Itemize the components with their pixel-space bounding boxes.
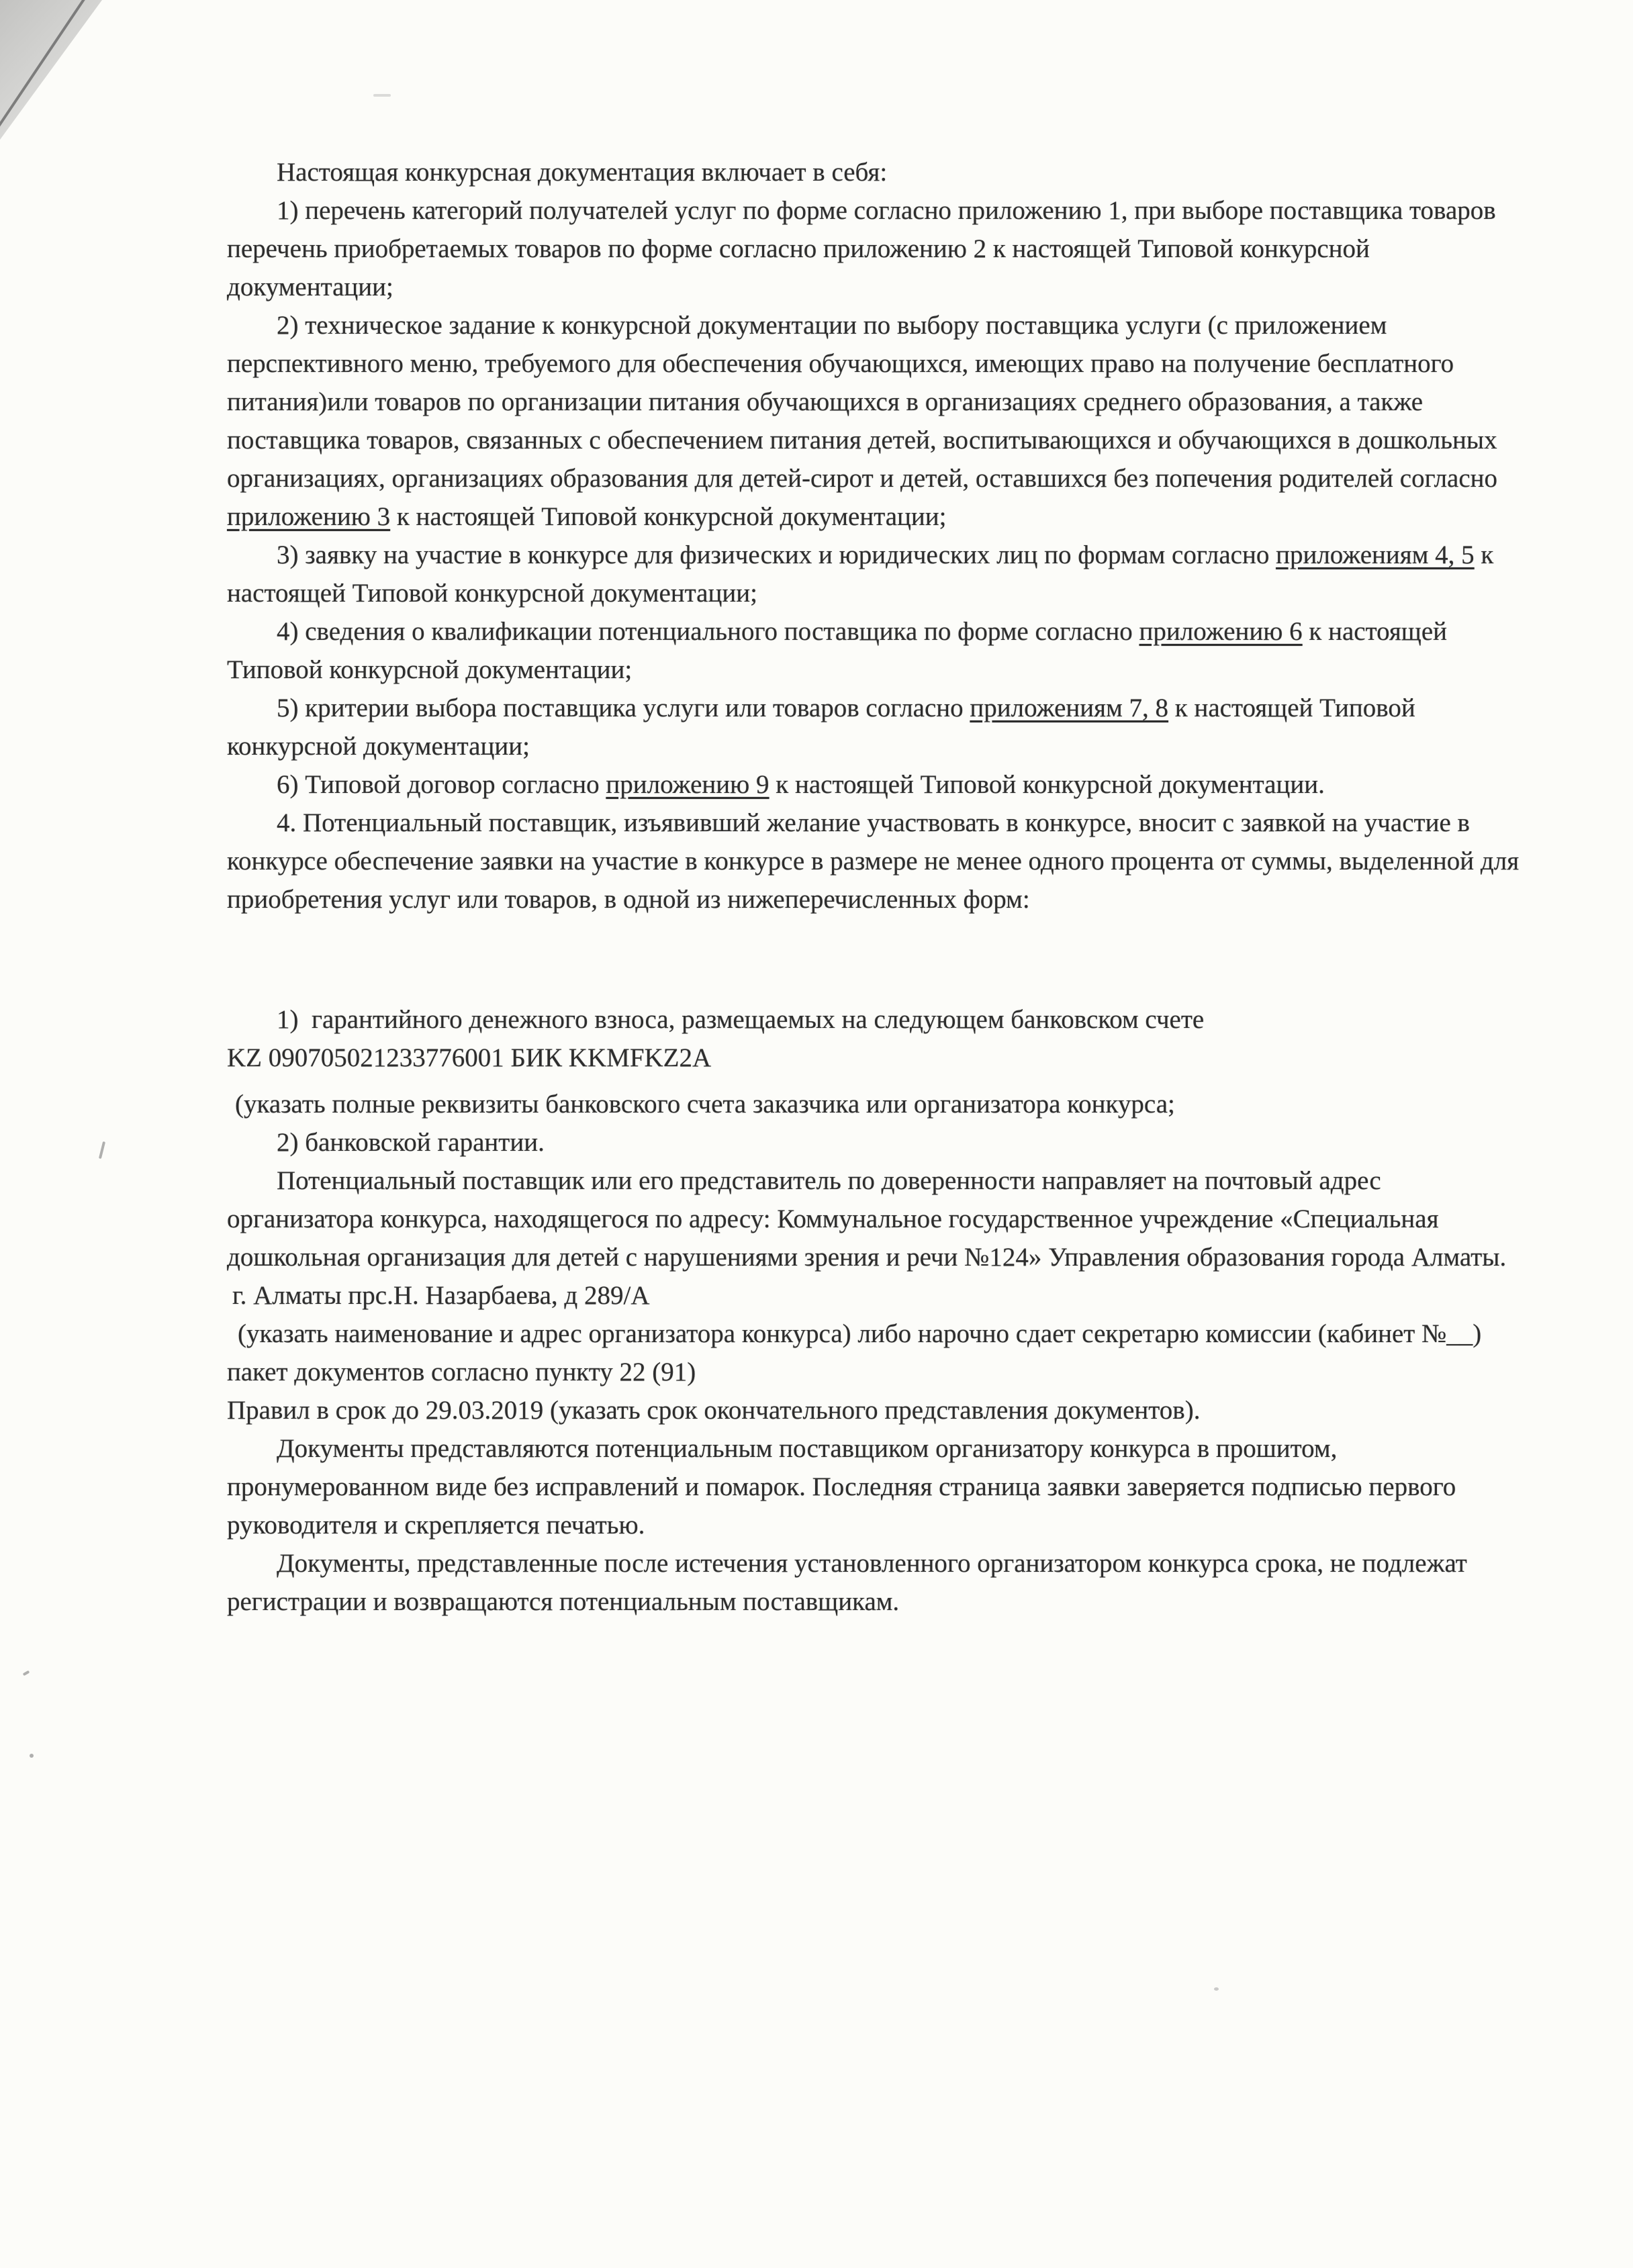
account-note: (указать полные реквизиты банковского счета заказчика или организатора конкурса; xyxy=(235,1090,1175,1119)
item2-appendix-ref: приложению 3 xyxy=(227,502,391,531)
item5-appendix-ref: приложениям 7, 8 xyxy=(970,694,1169,722)
item2-text-end: к настоящей Типовой конкурсной документации; xyxy=(390,502,947,531)
item5-text-end: к настоящей Типовой конкурсной документации; xyxy=(227,694,1415,761)
item6-appendix-ref: приложению 9 xyxy=(606,770,769,799)
late-documents-paragraph: Документы, представленные после истечения установленного организатором конкурса срока, не подлежат регистрации и возвращаются потенциальным поставщикам. xyxy=(227,1549,1467,1616)
scan-speck xyxy=(1214,1987,1219,1991)
scan-fold-artifact xyxy=(0,0,118,158)
guarantee-option-1: 1) гарантийного денежного взноса, размещаемых на следующем банковском счете xyxy=(277,1005,1205,1034)
list-item-5 xyxy=(227,689,1523,765)
item3-text: 3) заявку на участие в конкурсе для физических и юридических лиц по формам согласно xyxy=(277,540,1276,569)
scan-speck xyxy=(99,1141,105,1159)
guarantee-option-2: 2) банковской гарантии. xyxy=(277,1128,545,1157)
item6-text: 6) Типовой договор согласно xyxy=(277,770,606,799)
item4-text-end: к настоящей Типовой конкурсной документации; xyxy=(227,617,1448,684)
list-item-2 xyxy=(227,306,1523,536)
scan-speck xyxy=(30,1754,34,1758)
list-item-3 xyxy=(227,536,1523,612)
scan-speck xyxy=(23,1670,30,1676)
item6-text-end: к настоящей Типовой конкурсной документации. xyxy=(769,770,1325,799)
document-content xyxy=(227,153,1523,1621)
list-item-4 xyxy=(227,612,1523,689)
item3-text-end: к настоящей Типовой конкурсной документации; xyxy=(227,540,1494,608)
item4-appendix-ref: приложению 6 xyxy=(1139,617,1303,646)
submission-paragraph: Документы представляются потенциальным поставщиком организатору конкурса в прошитом, пронумерованном виде без исправлений и помарок. Последняя страница заявки заверяется подписью первого руководителя и скрепляется печатью. xyxy=(227,1434,1456,1540)
item3-appendix-ref: приложениям 4, 5 xyxy=(1276,540,1475,569)
deadline-line: Правил в срок до 29.03.2019 (указать срок окончательного представления документов). xyxy=(227,1396,1201,1425)
list-item-1: 1) перечень категорий получателей услуг по форме согласно приложению 1, при выборе поставщика товаров перечень приобретаемых товаров по форме согласно приложению 2 к настоящей Типовой конкурсной документации; xyxy=(227,196,1496,301)
scan-speck xyxy=(373,94,391,97)
address-note: (указать наименование и адрес организатора конкурса) либо нарочно сдает секретарю комиссии (кабинет №__) пакет документов согласно пункту 22 (91) xyxy=(227,1319,1482,1386)
list-item-6 xyxy=(227,765,1523,804)
bank-account-line: KZ 090705021233776001 БИК KKMFKZ2A xyxy=(227,1043,712,1072)
intro-paragraph: Настоящая конкурсная документация включает в себя: xyxy=(277,158,888,187)
paragraph-4: 4. Потенциальный поставщик, изъявивший желание участвовать в конкурсе, вносит с заявкой на участие в конкурсе обеспечение заявки на участие в конкурсе в размере не менее одного процента от суммы, выделенной для приобретения услуг или товаров, в одной из нижеперечисленных форм: xyxy=(227,808,1520,914)
item5-text: 5) критерии выбора поставщика услуги или товаров согласно xyxy=(277,694,970,722)
item4-text: 4) сведения о квалификации потенциального поставщика по форме согласно xyxy=(277,617,1139,646)
address-line: г. Алматы прс.Н. Назарбаева, д 289/А xyxy=(232,1281,650,1310)
item2-text: 2) техническое задание к конкурсной документации по выбору поставщика услуги (с приложением перспективного меню, требуемого для обеспечения обучающихся, имеющих право на получение бесплатного питания)или товаров по организации питания обучающихся в организациях среднего образования, а также поставщика товаров, связанных с обеспечением питания детей, воспитывающихся и обучающихся в дошкольных организациях, организациях образования для детей-сирот и детей, оставшихся без попечения родителей согласно xyxy=(227,311,1498,493)
delivery-paragraph: Потенциальный поставщик или его представитель по доверенности направляет на почтовый адрес организатора конкурса, находящегося по адресу: Коммунальное государственное учреждение «Специальная дошкольная организация для детей с нарушениями зрения и речи №124» Управления образования города Алматы. xyxy=(227,1166,1507,1272)
